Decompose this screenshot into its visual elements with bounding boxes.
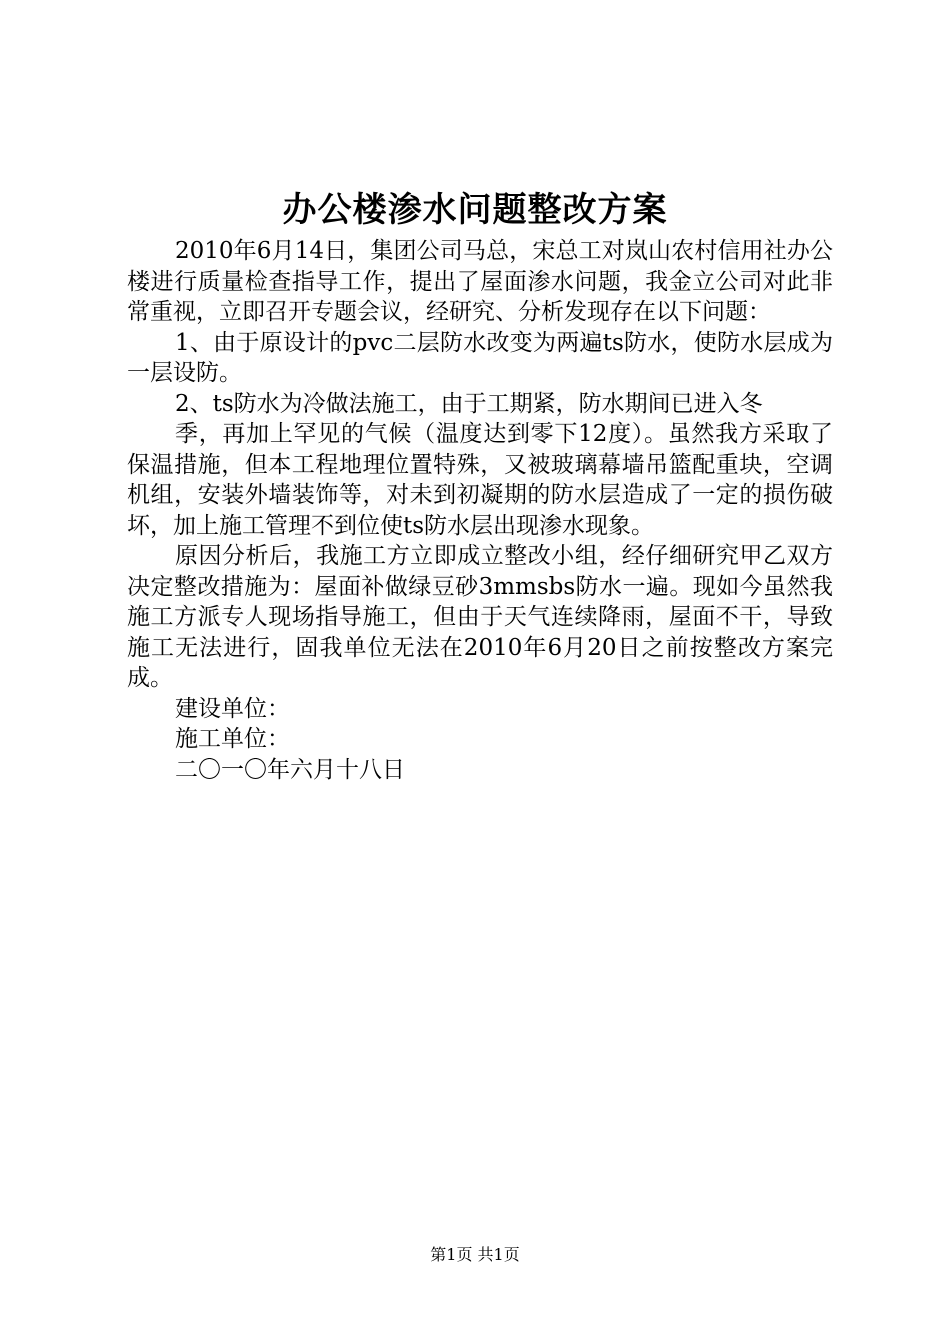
paragraph-issue-2: 2、ts防水为冷做法施工，由于工期紧，防水期间已进入冬 — [175, 390, 763, 417]
document-title: 办公楼渗水问题整改方案 — [282, 190, 668, 230]
paragraph-analysis: 原因分析后，我施工方立即成立整改小组，经仔细研究甲乙双方决定整改措施为：屋面补做绿豆砂3mmsbs防水一遍。现如今虽然我施工方派专人现场指导施工，但由于天气连续降雨，屋面不干，导致施工无法进行，固我单位无法在2010年6月20日之前按整改方案完成。 — [127, 543, 833, 691]
construction-unit-label: 建设单位： — [175, 695, 290, 722]
paragraph-issue-2-continued: 季，再加上罕见的气候（温度达到零下12度）。虽然我方采取了保温措施，但本工程地理位置特殊，又被玻璃幕墙吊篮配重块，空调机组，安装外墙装饰等，对未到初凝期的防水层造成了一定的损伤破坏，加上施工管理不到位使ts防水层出现渗水现象。 — [127, 421, 833, 539]
paragraph-intro: 2010年6月14日，集团公司马总，宋总工对岚山农村信用社办公楼进行质量检查指导工作，提出了屋面渗水问题，我金立公司对此非常重视，立即召开专题会议，经研究、分析发现存在以下问题： — [127, 238, 833, 325]
paragraph-issue-1: 1、由于原设计的pvc二层防水改变为两遍ts防水，使防水层成为一层设防。 — [127, 329, 833, 386]
document-body — [127, 236, 833, 785]
contractor-unit-label: 施工单位： — [175, 726, 290, 752]
page-footer: 第1页 共1页 — [430, 1245, 520, 1264]
document-date: 二〇一〇年六月十八日 — [175, 756, 405, 783]
